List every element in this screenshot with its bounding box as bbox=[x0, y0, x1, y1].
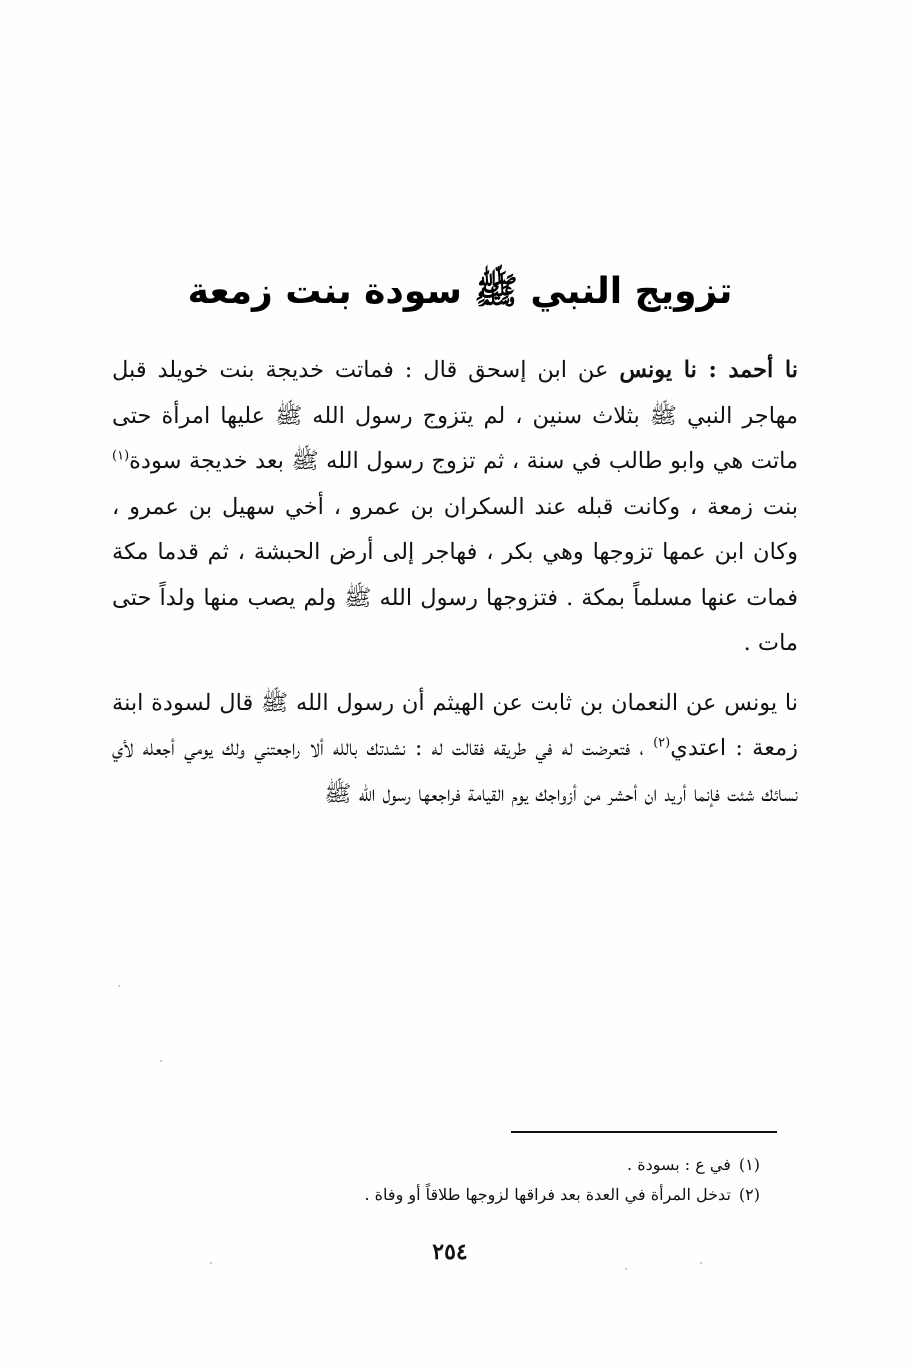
page-number: ٢٥٤ bbox=[432, 1239, 468, 1265]
scan-speck bbox=[625, 1268, 627, 1270]
footnote-separator bbox=[511, 1131, 777, 1133]
footnote-2 bbox=[260, 1180, 760, 1210]
footnote-ref-1[interactable]: (١) bbox=[112, 448, 130, 464]
scan-speck bbox=[210, 1262, 212, 1264]
paragraph-2-text-b: ، فتعرضت له في طريقه فقالت له : نشدتك بالله ألا راجعتني ولك يومي أجعله لأي نسائك شئت فإنما أريد ان أحشر من أزواجك يوم القيامة فراجعها رسول الله ﷺ bbox=[112, 735, 798, 807]
footnotes bbox=[260, 1150, 760, 1210]
paragraph-1-text-b: بنت زمعة ، وكانت قبله عند السكران بن عمرو ، أخي سهيل بن عمرو ، وكان ابن عمها تزوجها وهي بكر ، فهاجر إلى أرض الحبشة ، ثم قدما مكة فمات عنها مسلماً بمكة . فتزوجها رسول الله ﷺ ولم يصب منها ولداً حتى مات . bbox=[112, 493, 798, 656]
paragraph-2-text-a: نا يونس عن النعمان بن ثابت عن الهيثم أن رسول الله ﷺ قال لسودة ابنة زمعة : اعتدي bbox=[112, 689, 799, 761]
footnote-1 bbox=[260, 1150, 760, 1180]
chapter-title: تزويج النبي ﷺ سودة بنت زمعة bbox=[187, 271, 733, 313]
footnote-1-number: (١) bbox=[738, 1155, 760, 1174]
paragraph-1-text-a: عن ابن إسحق قال : فماتت خديجة بنت خويلد قبل مهاجر النبي ﷺ بثلاث سنين ، لم يتزوج رسول الله ﷺ عليها امرأة حتى ماتت هي وابو طالب في سنة ، ثم تزوج رسول الله ﷺ بعد خديجة سودة bbox=[112, 357, 798, 474]
scan-speck bbox=[700, 1262, 702, 1264]
footnote-1-text: في ع : بسودة . bbox=[627, 1155, 731, 1174]
scan-speck bbox=[160, 1060, 162, 1062]
paragraph-2 bbox=[112, 681, 798, 818]
paragraph-1 bbox=[112, 348, 798, 667]
footnote-2-text: تدخل المرأة في العدة بعد فراقها لزوجها طلاقاً أو وفاة . bbox=[364, 1185, 731, 1204]
main-text bbox=[112, 348, 798, 817]
scan-speck bbox=[118, 985, 120, 987]
footnote-2-number: (٢) bbox=[738, 1185, 760, 1204]
paragraph-1-lead: نا أحمد : نا يونس bbox=[619, 357, 798, 383]
footnote-ref-2[interactable]: (٢) bbox=[653, 735, 671, 751]
